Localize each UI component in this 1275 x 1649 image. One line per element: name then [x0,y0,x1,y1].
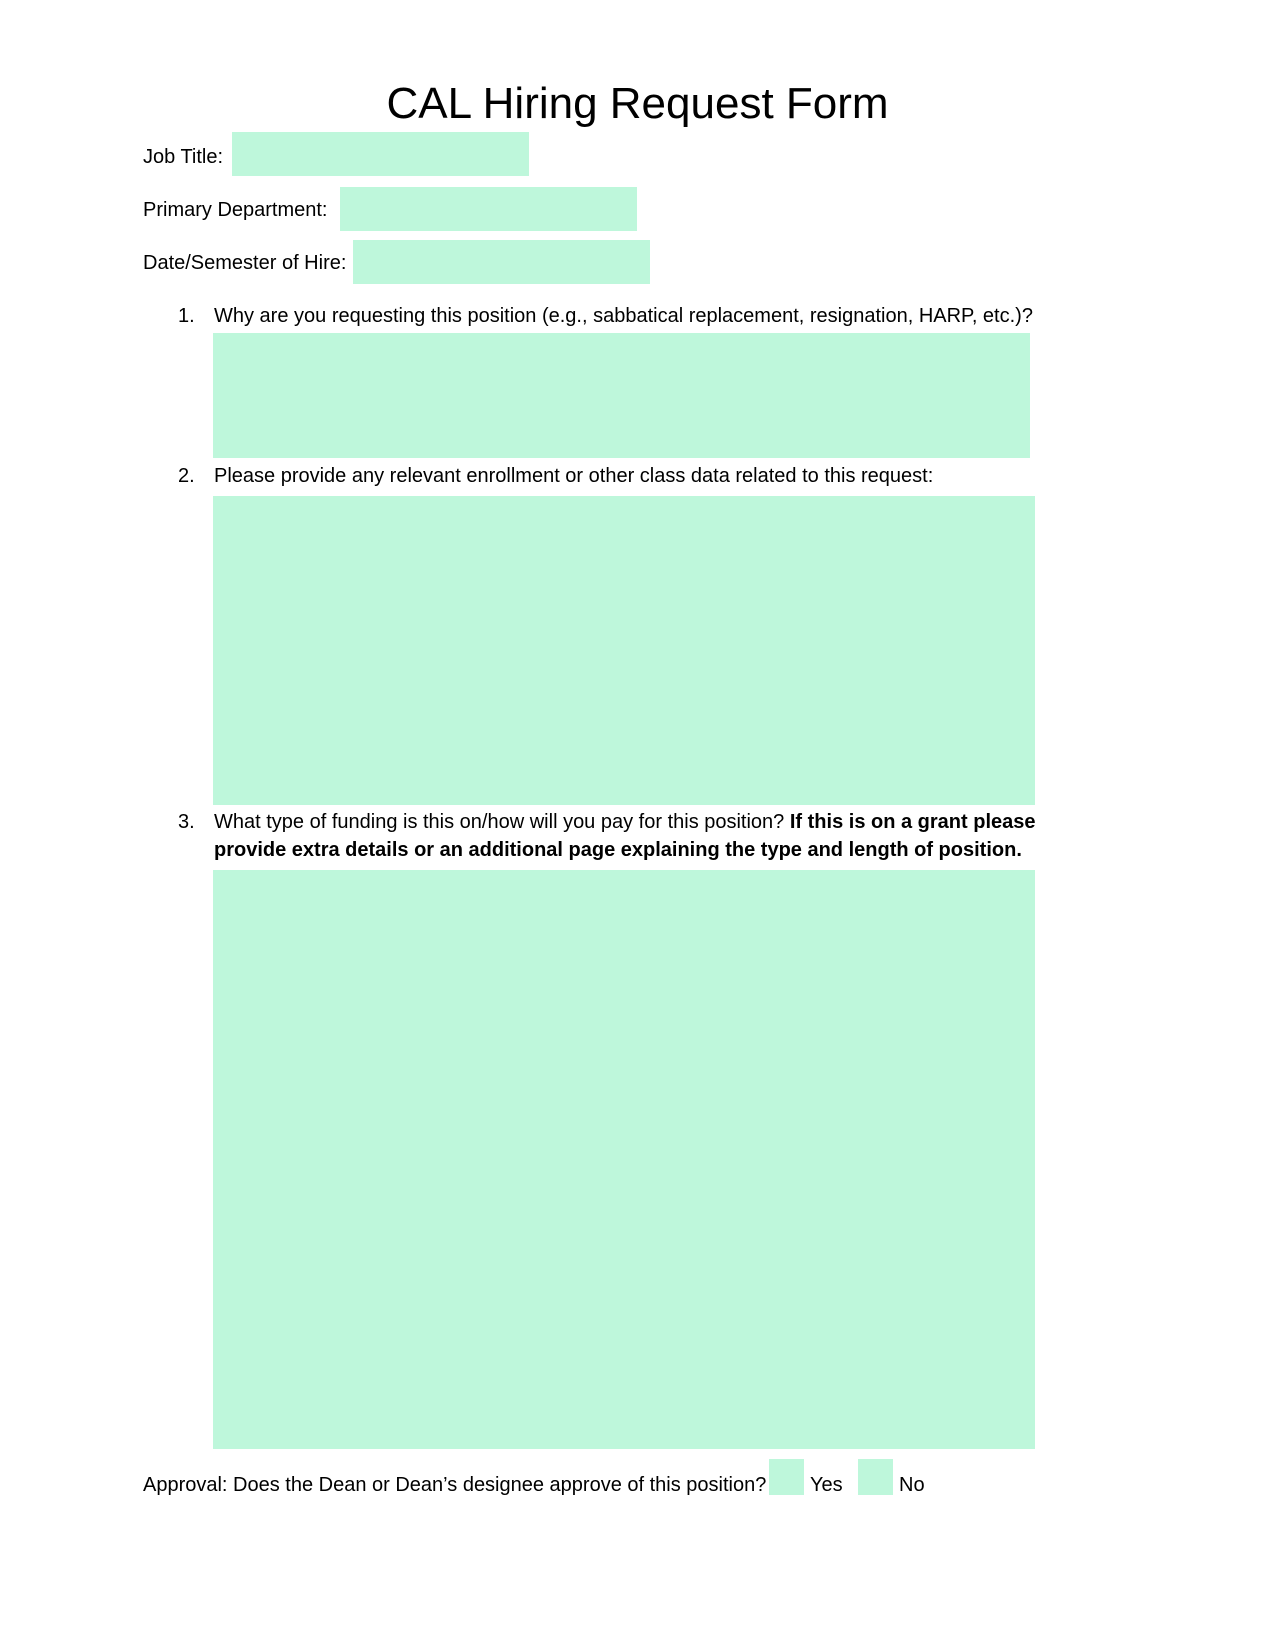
date-semester-input[interactable] [353,240,650,284]
question-2-number: 2. [178,465,195,487]
question-3-text [214,808,1044,864]
question-3-text-regular: What type of funding is this on/how will you pay for this position? [214,811,785,833]
job-title-label: Job Title: [143,146,224,168]
question-3-number: 3. [178,811,195,833]
page-title: CAL Hiring Request Form [386,79,889,128]
approval-no-label: No [899,1474,925,1496]
question-3-answer-field[interactable] [213,870,1035,1449]
question-2-text: Please provide any relevant enrollment or other class data related to this request: [214,465,934,487]
question-3-text-bold: If this is on a grant please provide extra details or an additional page explaining the type and length of position. [214,811,1036,861]
question-2-answer-field[interactable] [213,496,1035,805]
question-1-number: 1. [178,305,195,327]
job-title-input[interactable] [232,132,529,176]
approval-label: Approval: Does the Dean or Dean’s designee approve of this position? [143,1474,767,1496]
approval-yes-checkbox[interactable] [769,1459,804,1495]
approval-no-checkbox[interactable] [858,1459,893,1495]
question-1-text: Why are you requesting this position (e.g., sabbatical replacement, resignation, HARP, etc.)? [214,305,1033,327]
primary-department-input[interactable] [340,187,637,231]
date-semester-label: Date/Semester of Hire: [143,252,347,274]
approval-yes-label: Yes [810,1474,843,1496]
primary-department-label: Primary Department: [143,199,328,221]
question-1-answer-field[interactable] [213,333,1030,458]
